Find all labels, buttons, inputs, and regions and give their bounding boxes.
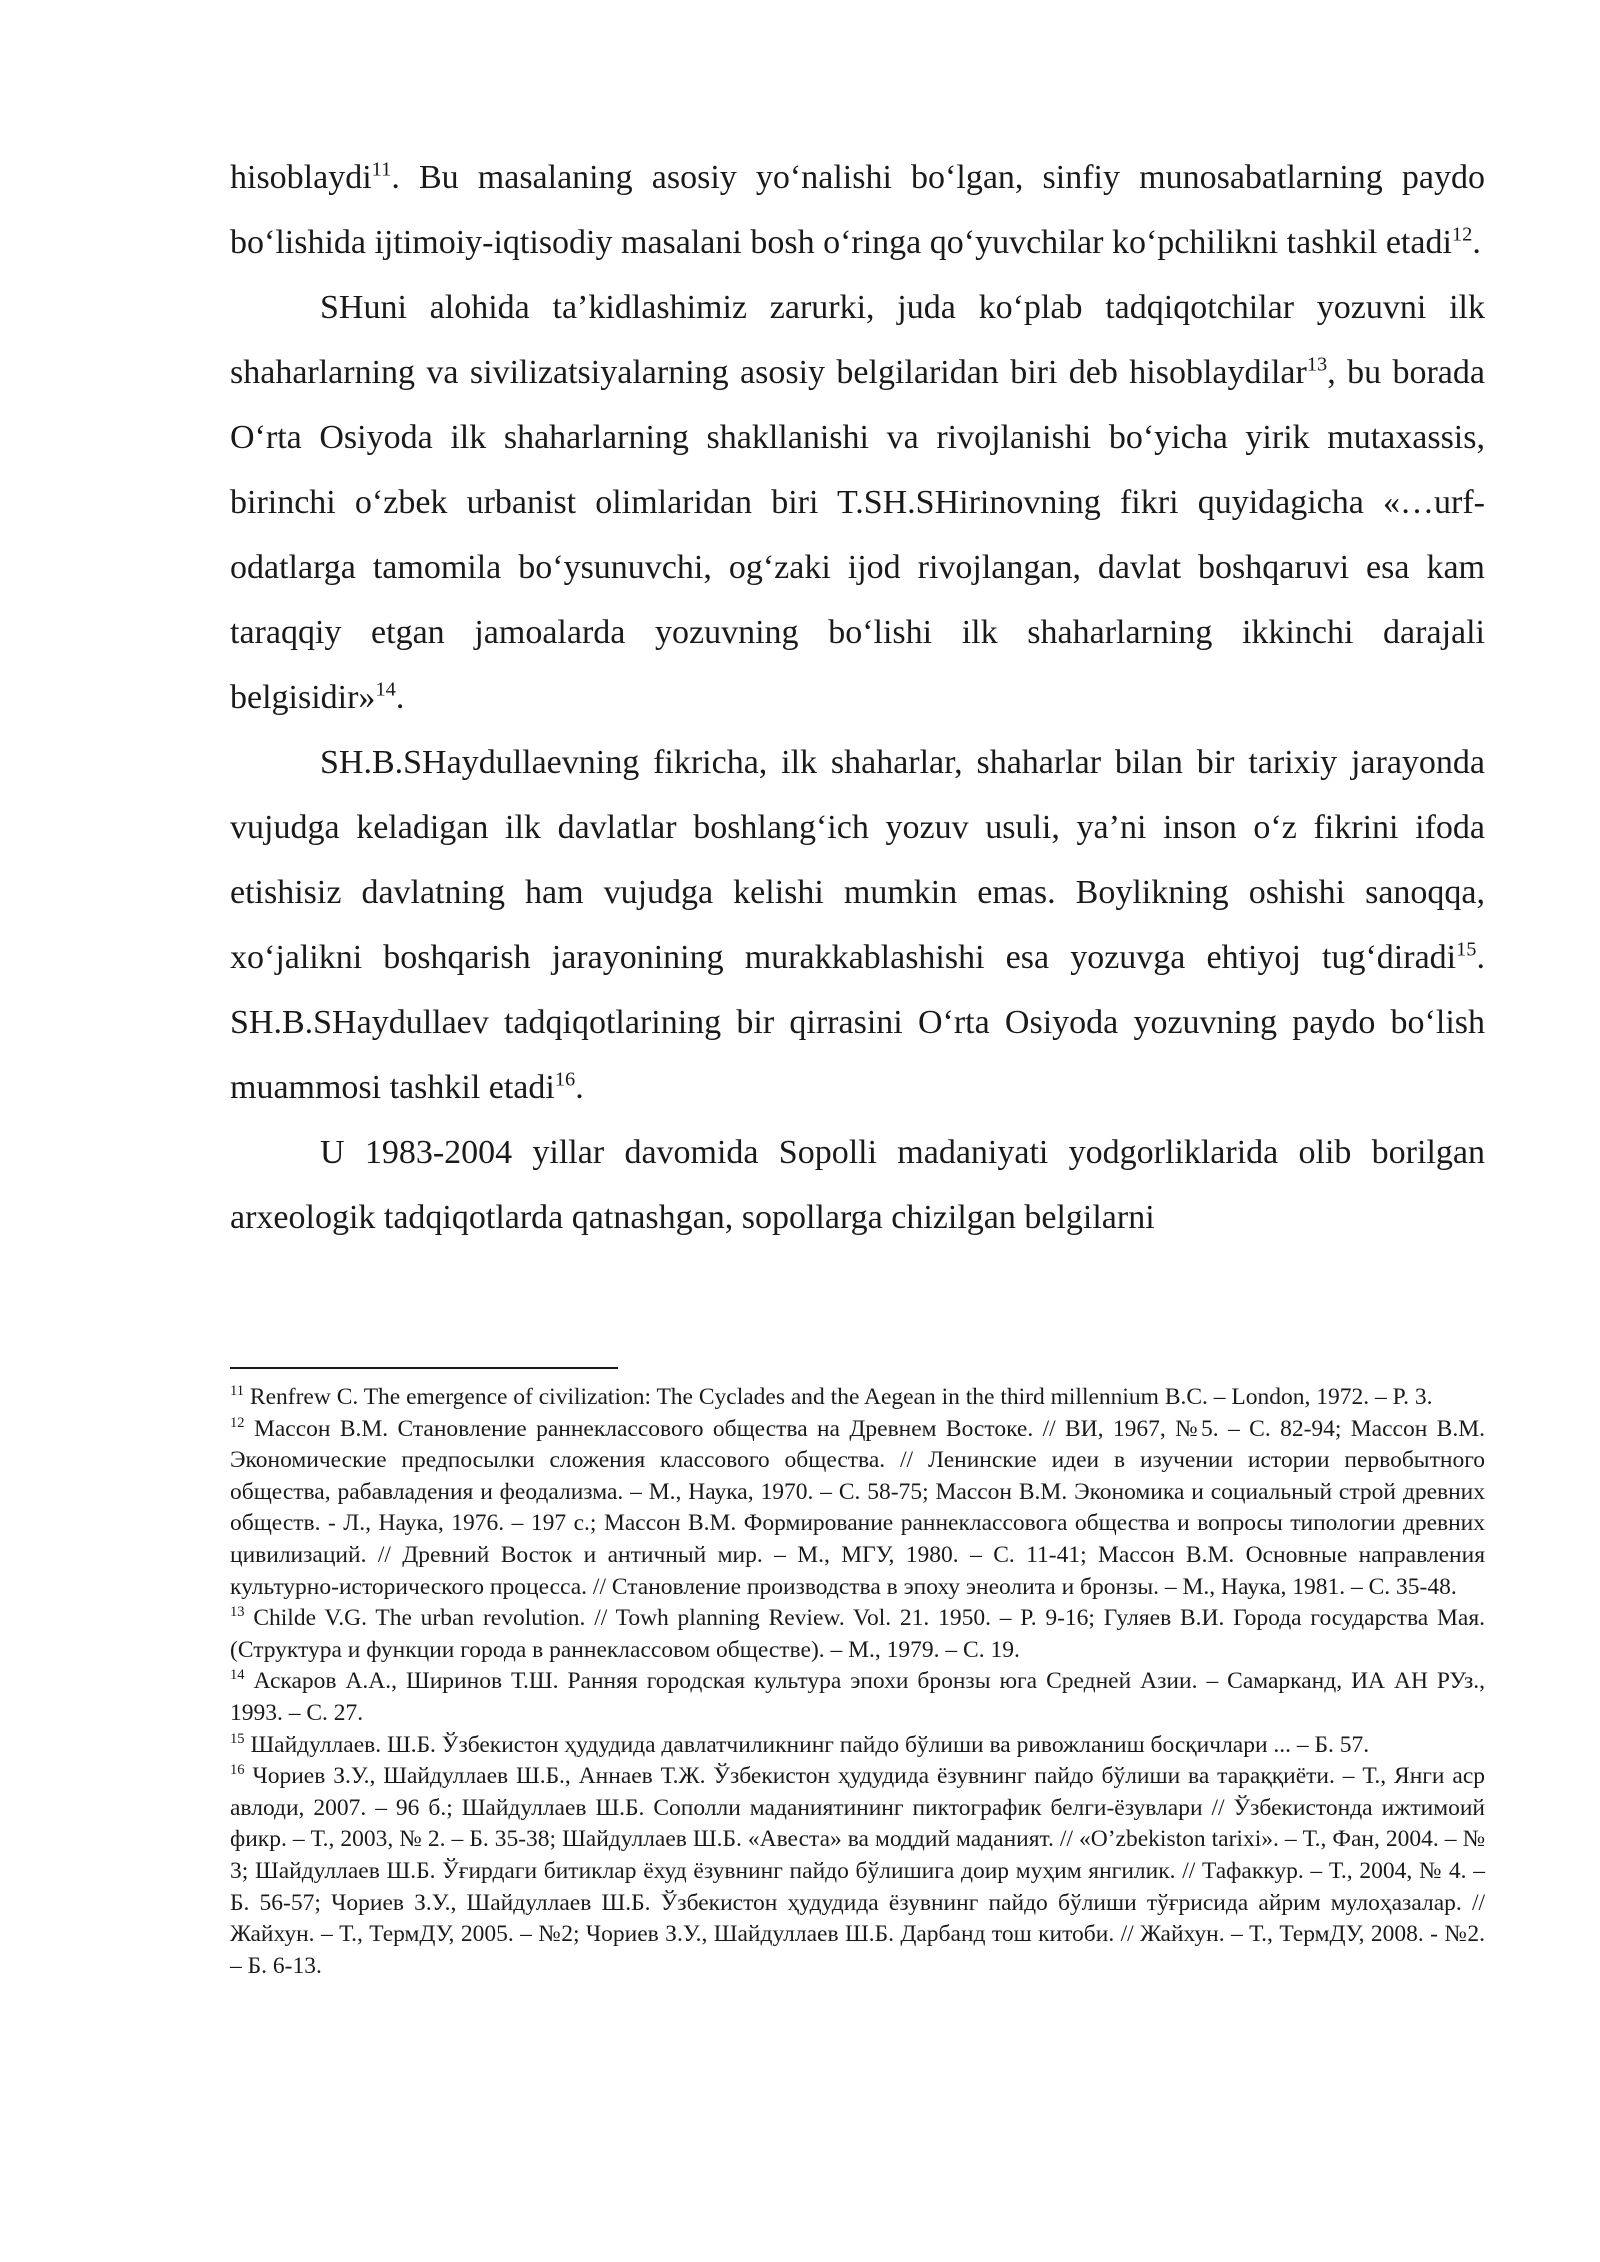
footnote-separator (230, 1367, 618, 1369)
document-body (230, 145, 1485, 1250)
paragraph: hisoblaydi$^{11}$. Bu masalaning asosiy yo‘nalishi bo‘lgan, sinfiy munosabatlarning paydo bo‘lishida ijtimoiy-iqtisodiy masalani bosh o‘ringa qo‘yuvchilar ko‘pchilikni tashkil etadi$^{12}$. (230, 158, 1485, 261)
footnote-number: 14 (230, 1667, 245, 1684)
paragraph: SHuni alohida ta’kidlashimiz zarurki, juda ko‘plab tadqiqotchilar yozuvni ilk shaharlarning va sivilizatsiyalarning asosiy belgilaridan biri deb hisoblaydilar$^{13}$, bu borada O‘rta Osiyoda ilk shaharlarning shakllanishi va rivojlanishi bo‘yicha yirik mutaxassis, birinchi o‘zbek urbanist olimlaridan biri T.SH.SHirinovning fikri quyidagicha «…urf-odatlarga tamomila bo‘ysunuvchi, og‘zaki ijod rivojlangan, davlat boshqaruvi esa kam taraqqiy etgan jamoalarda yozuvning bo‘lishi ilk shaharlarning ikkinchi darajali belgisidir»$^{14}$. (230, 289, 1485, 716)
footnote-ref: 16 (554, 1068, 576, 1091)
footnote-item: $^{12}$ Массон В.М. Становление раннеклассового общества на Древнем Востоке. // ВИ, 1967, №5. – С. 82-94; Массон В.М. Экономические предпосылки сложения классового общества. // Ленинские идеи в изучении истории первобытного общества, рабавладения и феодализма. – М., Наука, 1970. – С. 58-75; Массон В.М. Экономика и социальный строй древних обществ. - Л., Наука, 1976. – 197 с.; Массон В.М. Формирование раннеклассовога общества и вопросы типологии древних цивилизаций. // Древний Восток и античный мир. – М., МГУ, 1980. – С. 11-41; Массон В.М. Основные направления культурно-исторического процесса. // Становление производства в эпоху энеолита и бронзы. – М., Наука, 1981. – С. 35-48. (230, 1414, 1485, 1600)
footnote-ref: 12 (1451, 223, 1473, 246)
footnote-item: $^{11}$ Renfrew C. The emergence of civilization: The Cyclades and the Aegean in the third millennium B.C. – London, 1972. – P. 3. (230, 1383, 1433, 1410)
footnote-ref: 11 (371, 158, 392, 181)
footnote-item: $^{16}$ Чориев З.У., Шайдуллаев Ш.Б., Аннаев Т.Ж. Ўзбекистон ҳудудида ёзувнинг пайдо бўлиши ва тараққиёти. – Т., Янги аср авлоди, 2007. – 96 б.; Шайдуллаев Ш.Б. Сополли маданиятининг пиктографик белги-ёзувлари // Ўзбекистонда ижтимоий фикр. – Т., 2003, № 2. – Б. 35-38; Шайдуллаев Ш.Б. «Авеста» ва моддий маданият. // «O’zbekiston tarixi». – Т., Фан, 2004. – № 3; Шайдуллаев Ш.Б. Ўғирдаги битиклар ёхуд ёзувнинг пайдо бўлишига доир муҳим янгилик. // Тафаккур. – Т., 2004, № 4. – Б. 56-57; Чориев З.У., Шайдуллаев Ш.Б. Ўзбекистон ҳудудида ёзувнинг пайдо бўлиши тўғрисида айрим мулоҳазалар. // Жайхун. – Т., ТермДУ, 2005. – №2; Чориев З.У., Шайдуллаев Ш.Б. Дарбанд тош китоби. // Жайхун. – Т., ТермДУ, 2008. - №2. – Б. 6-13. (230, 1762, 1485, 1979)
footnote-ref: 15 (1456, 938, 1477, 961)
footnote-item: $^{14}$ Аскаров А.А., Ширинов Т.Ш. Ранняя городская культура эпохи бронзы юга Средней Азии. – Самарканд, ИА АН РУз., 1993. – С. 27. (230, 1667, 1486, 1726)
footnote-item: $^{13}$ Childe V.G. The urban revolution. // Towh planning Review. Vol. 21. 1950. – P. 9-16; Гуляев В.И. Города государства Мая. (Структура и функции города в раннеклассовом обществе). – М., 1979. – С. 19. (230, 1604, 1486, 1663)
footnote-ref: 13 (1306, 353, 1328, 376)
footnotes (230, 1382, 1485, 1982)
footnote-number: 15 (230, 1730, 245, 1747)
footnote-ref: 14 (375, 678, 396, 701)
footnote-number: 11 (230, 1383, 245, 1400)
paragraph: SH.B.SHaydullaevning fikricha, ilk shaharlar, shaharlar bilan bir tarixiy jarayonda vujudga keladigan ilk davlatlar boshlang‘ich yozuv usuli, ya’ni inson o‘z fikrini ifoda etishisiz davlatning ham vujudga kelishi mumkin emas. Boylikning oshishi sanoqqa, xo‘jalikni boshqarish jarayonining murakkablashishi esa yozuvga ehtiyoj tug‘diradi$^{15}$. SH.B.SHaydullaev tadqiqotlarining bir qirrasini O‘rta Osiyoda yozuvning paydo bo‘lish muammosi tashkil etadi$^{16}$. (230, 744, 1485, 1106)
footnote-number: 16 (230, 1762, 245, 1779)
footnote-number: 12 (230, 1414, 245, 1431)
paragraph: U 1983-2004 yillar davomida Sopolli madaniyati yodgorliklarida olib borilgan arxeologik tadqiqotlarda qatnashgan, sopollarga chizilgan belgilarni (230, 1134, 1485, 1236)
footnote-number: 13 (230, 1604, 245, 1621)
footnote-item: $^{15}$ Шайдуллаев. Ш.Б. Ўзбекистон ҳудудида давлатчиликнинг пайдо бўлиши ва ривожланиш босқичлари ... – Б. 57. (230, 1730, 1370, 1758)
